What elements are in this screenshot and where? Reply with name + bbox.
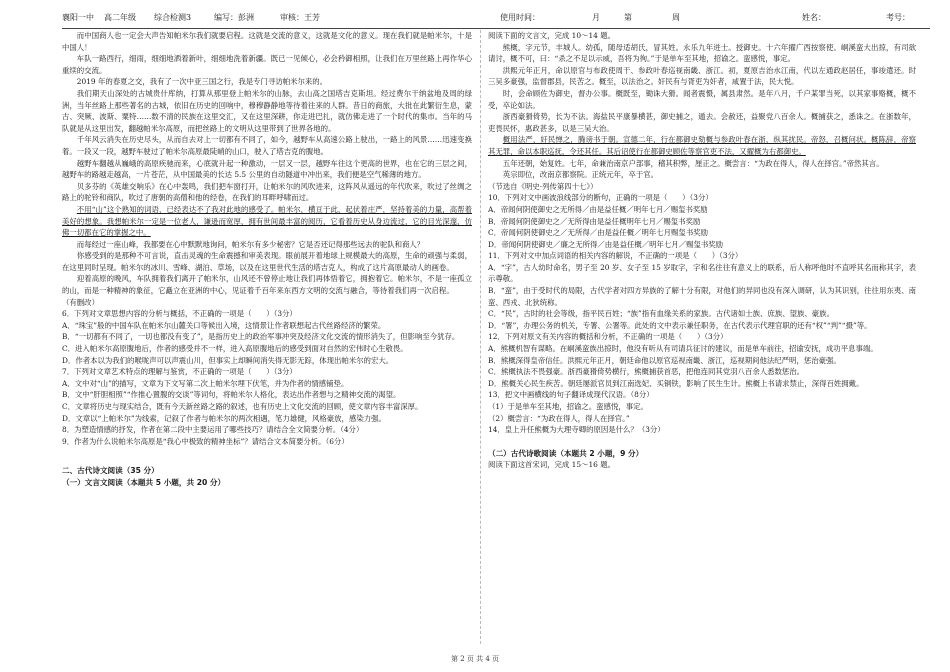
paragraph: 你感受到的是那种不可言说，直击灵魂的生命震撼和审美表现。眼前展开着地球上规模最大的高原，生命的顽强与柔弱，在这里同时呈现。帕米尔的冰川、雪峰、湖泊、草场，以及在这里世代生活的塔吉克人，构成了这片高原最动人的画卷。	[62, 251, 472, 272]
paragraph: 千年风云消失在历史尽头，从而自去对上一切都有不同了，如今，越野车从高速公路上驶出，一路上的风景……迅速变换着。一段又一段，越野车驶过了帕米尔高原最陡峭的山口，驶入了塔吉克的腹地。	[62, 135, 472, 156]
page-header	[62, 6, 930, 29]
question-10: 10．下列对文中画波浪线部分的断句，正确的一项是（ ）（3分）	[488, 193, 713, 203]
option-c: C．进入帕米尔高原腹地后，作者的感受并不一样，进入高原腹地后的感受到面对自然的宏伟时心生敬畏。	[62, 344, 408, 354]
question-9: 9．作者为什么说帕米尔高原是“我心中极致的精神坐标”？请结合文本简要分析。（6分）	[62, 436, 349, 446]
section-heading: 二、古代诗文阅读（35 分）	[62, 466, 159, 476]
poem-intro: 阅读下面这首宋词，完成 15～16 题。	[488, 460, 615, 470]
classical-text-wavy: 概用法严，奸民惮之，腾谤书于朝。宣德二年，行在都御史劾概与参政叶春在浙，纵其扰民。帝怒，召概问状。概陈辞，帝察其无罪，命以本职巡抚，令还其任。其后诏使行在都御史顾佐等察官吏不法，又擢概为右都御史。	[488, 135, 916, 156]
question-8: 8．为塑造情感的抒发，作者在第二段中主要运用了哪些技巧？请结合全文简要分析。（4分）	[62, 425, 364, 435]
question-6: 6．下列对文章思想内容的分析与概括，不正确的一项是（ ）（3分）	[62, 309, 297, 319]
paragraph: 贝多芬的《英雄交响乐》在心中轰鸣，我们把车窗打开，让帕米尔的风吹进来，这阵风从遥远的年代吹来，吹过了丝绸之路上的驼铃和商队，吹过了唐朝的高僧和他的经卷，在我们的耳畔呼啸而过。	[62, 181, 472, 203]
question-11: 11．下列对文中加点词语的相关内容的解说，不正确的一项是（ ）（3分）	[488, 251, 743, 261]
week-label: 周	[672, 13, 680, 22]
option-b: B．文中“肝胆相照”“作推心置腹的交谈”等词句，将帕米尔人格化，表达出作者想与之精神交流的渴望。	[62, 390, 401, 400]
option-d: D．熊概关心民生疾苦。朝廷屡派官员到江南选妃、买铜铁，影响了民生生计。熊概上书请求禁止，深得百姓拥戴。	[488, 378, 864, 388]
option-b: B．“一切都有不同了，一切也都没有变了”，是指历史上的政治军事冲突及经济文化交流的情形消失了，但影响至今犹存。	[62, 332, 460, 342]
translation-item-1: （1）于是单车至其地，招谕之。蛮感悦，事定。	[488, 402, 648, 411]
grade: 高二年级	[104, 13, 136, 22]
name-field[interactable]: 姓名：	[802, 13, 826, 22]
classical-text: 浙西豪猾倚势，长为不法。海盐民平康暴横甚，御史捕之，遁去。会赦还，益聚党八百余人。概捕获之，悉诛之。在浙数年，吏畏民怀，惠政甚多，以是三吴大治。	[488, 112, 916, 133]
option-b: B．帝闻何阴使御史之／无所得由是益任概明年七月／赐玺书奖励	[488, 216, 701, 226]
classical-text: 五年还朝，始复姓。七年，命兼治南京户部事，稽其积弊，厘正之。概尝言：“为政在得人，得人在择官。”帝然其言。	[502, 158, 884, 168]
translation-item-2: （2）概尝言：“为政在得人，得人在择官。”	[488, 413, 630, 423]
option-d: D．作者本以为我们的喉咙声可以声震山川，但事实上却瞬间消失得无影无踪，体现出帕米尔的宏大。	[62, 355, 394, 365]
classical-text: 熊概，字元节，丰城人。幼孤，随母适胡氏，冒其姓。永乐九年进士。授御史。十六年擢广西按察使。峒溪蛮大出掠，有司欲请讨，概不可，曰：“杀之不足以示威，吾将为徇。”于是单车至其地，招谕之。蛮感悦，事定。	[488, 42, 916, 64]
page-footer: 第 2 页 共 4 页	[450, 655, 500, 663]
left-column	[62, 30, 472, 644]
column-divider	[480, 30, 481, 644]
reviewer: 审核：王芳	[280, 13, 320, 22]
option-a: A．帝闻何阴使御史之无所得／由是益任概／明年七月／赐玺书奖励	[488, 204, 708, 214]
question-14: 14．皇上升任熊概为大理寺卿的原因是什么？（3分）	[488, 425, 665, 435]
question-7: 7．下列对文章艺术特点的理解与鉴赏，不正确的一项是（ ）（3分）	[62, 367, 297, 377]
week-prefix: 第	[624, 13, 632, 22]
subsection-heading: （一）文言文阅读（本题共 5 小题，共 20 分）	[62, 477, 226, 487]
question-13: 13．把文中画横线的句子翻译成现代汉语。（8分）	[488, 390, 654, 400]
option-b: B．“蛮”，由于受时代的局限，古代学者对四方异族的了解十分有限，对他们的异同也没有深入调研，认为其识别，往往用东夷、南蛮、西戎、北狄统称。	[488, 286, 916, 307]
option-a: A．熊概机智有谋略。在峒溪蛮族出掠时，他没有听从有司请兵征讨的建议，而是单车前往，招谕安抚，成功平息事端。	[488, 344, 878, 354]
use-time-label: 使用时间：	[500, 13, 540, 22]
paragraph: 我们期天山深处的古城贵什库纳，打算从那里登上帕米尔的山脉，去山高之国塔吉克斯坦。经过费尔干纳盆地及周的绿洲，当年丝路上那些著名的古城，依旧在历史的回响中，穆穆静静地等待着往来的人群。昔日的商旅，大批在此繁衍生息，蒙古、突厥、波斯、粟特……数不清的民族在这里交汇，又在这里深耕，你走进巴扎，就仿佛走进了一个时代的集市。当年的马队就是从这里出发，翻越帕米尔高原，而把丝路上的文明从这里带到了世界各地的。	[62, 88, 472, 133]
option-c: C．帝闻何阴使御史之／无所得／由是益任概／明年七月赐玺书奖励	[488, 228, 708, 238]
editor: 编写：彭洲	[214, 13, 254, 22]
underlined-paragraph: 不用“山”这个熟知的词语，已经表达不了我对此地的感受了。帕米尔，横亘于此，起伏着庄严，坚持着美的力量，高帮着美好的想象。我想帕米尔一定是一位老人，谦逊而宽厚，拥有世间最丰富的阅历，它看着历史从身边流过，它的目光深邃，仿佛一切都在它的掌握之中。	[62, 204, 472, 238]
exam-name: 综合检测3	[154, 13, 192, 22]
question-12: 12．下列对原文有关内容的概括和分析，不正确的一项是（ ）（3分）	[488, 332, 728, 342]
subsection-heading: （二）古代诗歌阅读（本题共 2 小题，9 分）	[488, 448, 644, 458]
paragraph: 2019 年的春夏之交，我有了一次中亚三国之行，我是专门寻访帕米尔来的。	[76, 77, 328, 87]
option-c: C．熊概执法不畏强豪。浙西豪猾倚势横行，熊概捕获首恶，把他连同其党羽八百余人悉数惩治。	[488, 367, 805, 377]
paragraph: 而中国商人也一定会大声告知帕米尔我们就要启程。这就是交流的意义，这就是文化的意义。现在我们就是帕米尔，十是中国人！	[62, 31, 472, 52]
right-column	[488, 30, 916, 644]
reading-intro: 阅读下面的文言文，完成 10～14 题。	[488, 31, 615, 40]
option-b: B．熊概深得皇帝信任。洪熙元年正月，朝廷命他以原官巡视南畿、浙江，巡视期间他法纪严明，惩治豪强。	[488, 355, 841, 365]
option-a: A．文中对“山”的描写，文章为下文写第二次上帕米尔埋下伏笔，并为作者的情感铺垫。	[62, 378, 349, 388]
classical-text: 时，会命顾佐为御史，督办公事。概既至，锄诛大猾。闻者震慑，属县肃然。是年八月，千户某罪当死，以其家事赂概，概不受，卒论如法。	[488, 88, 916, 110]
classical-text: 洪熙元年正月，命以原官与布政使周干、参政叶春巡视南畿、浙江。初，夏原吉治水江南，代以左通政赵居任，事竣遣还。时三吴多豪强，监督郡县，民苦之。概至，以法治之。奸民有与胥吏为奸者，咸置于法，民大悦。	[488, 65, 916, 87]
source-citation: （节选自《明史·列传第四十七》）	[488, 181, 598, 191]
option-c: C．文章将历史与现实结合，既有今天新丝路之路的叙述，也有历史上文化交流的回顾，使文章内容丰富深厚。	[62, 402, 423, 411]
source-note: （有删改）	[62, 297, 99, 307]
paragraph: 越野车翻越从巍峨的高原疾驰而来，心底就升起一种激动，一层又一层，越野车往这个更高的世界，也在它的三层之间，越野车的路越走越高，一片苍茫，从中国最美的长达 5.5 公里的自动隧道中冲出来，我们便是空气稀薄的地方。	[62, 158, 472, 180]
school-name: 襄阳一中	[62, 13, 94, 22]
option-a: A．“字”，古人幼时命名，男子至 20 岁、女子至 15 岁取字，字和名往往有意义上的联系，后人称呼他时不直呼其名而称其字，表示尊敬。	[488, 262, 916, 284]
month-label: 月	[592, 13, 600, 22]
paragraph: 而每经过一座山峰，我都要在心中默默地询问，帕米尔有多少秘密？它是否还记得那些远去的驼队和商人？	[76, 239, 425, 249]
option-d: D．文章以“上帕米尔”为线索，记叙了作者与帕米尔的两次相遇，笔力雄健，风格豪放，感染力强。	[62, 413, 386, 423]
option-a: A．“珠宝”般的中国车队在帕米尔山麓关口等候出入境，这情景让作者联想起古代丝路经济的繁荣。	[62, 320, 386, 330]
option-d: D．帝闻何阴使御史／廉之无所得／由是益任概／明年七月／赐玺书奖励	[488, 239, 724, 249]
option-d: D．“署”，办理公务的机关，专署、公署等。此处的文中表示兼任职务，在古代表示代理官职的还有“权”“判”“摄”等。	[488, 320, 872, 330]
classical-text: 英宗即位，改南京都察院。正统元年，卒于官。	[502, 170, 659, 180]
paragraph: 迎着高原的晚风，车队拥着我们离开了帕米尔，山风还不曾停止地让我们再体悟着它，拥抱着它。帕米尔，不是一座孤立的山，而是一种精神的象征，它矗立在亚洲的中心，见证着千百年来东西方文明的交流与融合，等待着我们再一次启程。	[62, 274, 472, 296]
number-field[interactable]: 考号：	[886, 13, 910, 22]
option-c: C．“民”，古时的社会等级，指平民百姓；“族”指有血缘关系的家族。古代诸如士族、庶族、望族、豪族。	[488, 309, 834, 319]
paragraph: 车队一路西行，细雨，细细地洒着新叶，细细地洗着新疆。既已一见倾心，必会矜御相照，让我们在万里丝路上再作华心重续的交流。	[62, 54, 472, 75]
